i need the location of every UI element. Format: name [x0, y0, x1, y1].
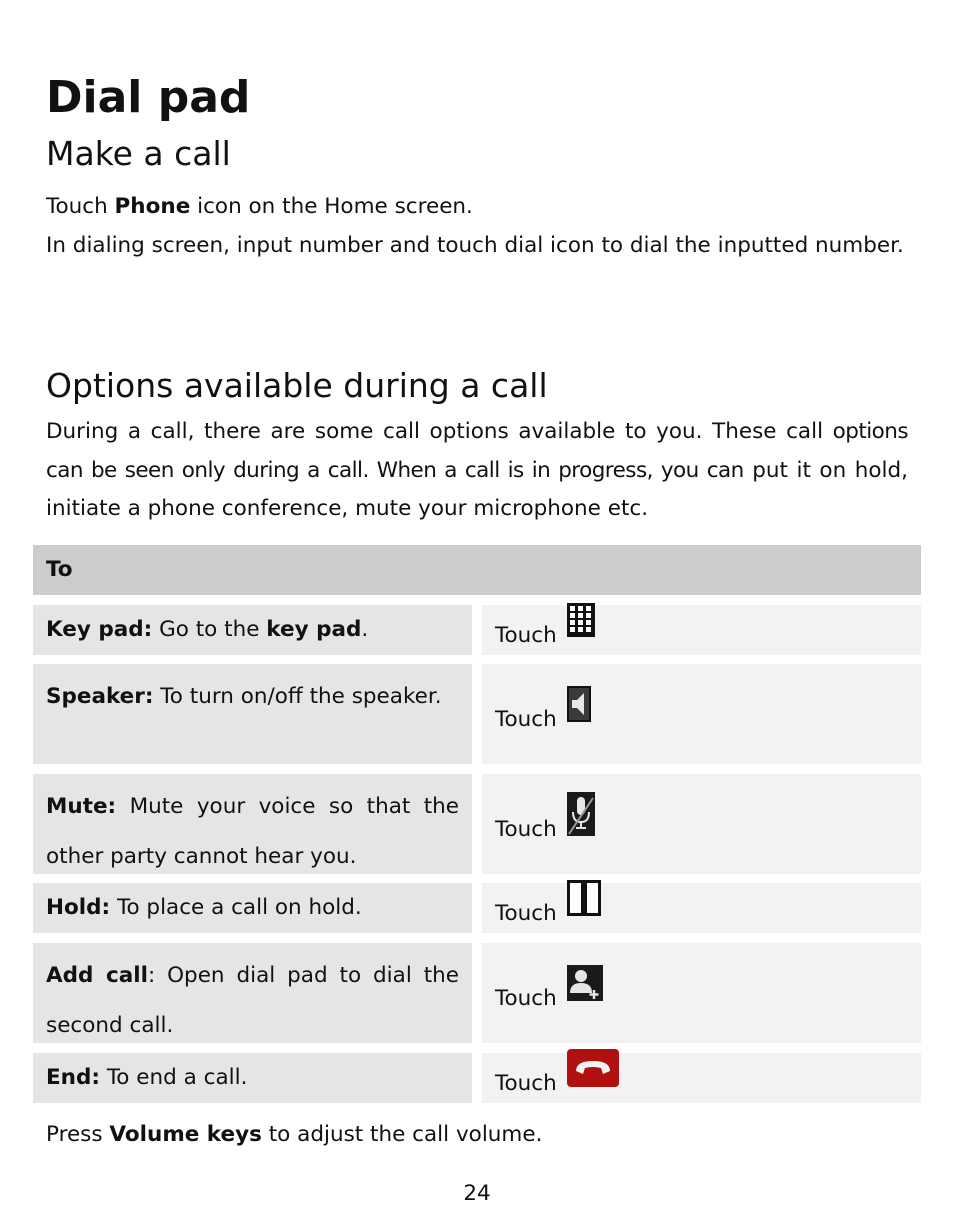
table-row-add-call — [33, 943, 921, 1043]
pause-icon — [567, 880, 601, 922]
make-a-call-line-1: Touch Phone icon on the Home screen. — [46, 194, 473, 219]
table-cell-action: Touch — [482, 605, 921, 655]
volume-keys-keyword: Volume keys — [109, 1122, 262, 1147]
add-contact-icon — [567, 965, 603, 1007]
table-cell-description: Add call: Open dial pad to dial the second call. — [33, 943, 472, 1043]
table-row-end — [33, 1053, 921, 1103]
make-a-call-line-2: In dialing screen, input number and touch dial icon to dial the inputted number. — [46, 232, 904, 258]
make-a-call-text — [46, 188, 908, 265]
speaker-icon — [567, 686, 591, 728]
table-cell-description: Hold: To place a call on hold. — [33, 883, 472, 933]
keypad-icon — [567, 603, 595, 643]
table-row-keypad — [33, 605, 921, 655]
section-heading-make-a-call: Make a call — [46, 134, 231, 173]
call-options-paragraph: During a call, there are some call options available to you. These call options can be seen only during a call. When a call is in progress, you can put it on hold, initiate a phone conference, mute your microphone etc. — [46, 419, 908, 521]
table-cell-action: Touch — [482, 664, 921, 764]
page-title: Dial pad — [46, 72, 251, 123]
table-row-mute — [33, 774, 921, 874]
table-cell-description: Key pad: Go to the key pad. — [33, 605, 472, 655]
table-cell-action: Touch — [482, 943, 921, 1043]
table-cell-action: Touch — [482, 774, 921, 874]
table-cell-action: Touch — [482, 883, 921, 933]
section-heading-call-options: Options available during a call — [46, 366, 548, 405]
phone-keyword: Phone — [114, 194, 191, 219]
page-number: 24 — [463, 1181, 491, 1206]
table-cell-action: Touch — [482, 1053, 921, 1103]
table-row-speaker — [33, 664, 921, 764]
table-row-hold — [33, 883, 921, 933]
end-call-icon — [567, 1049, 619, 1093]
table-cell-description: Speaker: To turn on/off the speaker. — [33, 664, 472, 764]
mute-microphone-icon — [567, 792, 595, 842]
volume-keys-note: Press Volume keys to adjust the call volume. — [46, 1122, 543, 1147]
table-header: To — [33, 545, 921, 595]
table-cell-description: End: To end a call. — [33, 1053, 472, 1103]
table-cell-description: Mute: Mute your voice so that the other party cannot hear you. — [33, 774, 472, 874]
